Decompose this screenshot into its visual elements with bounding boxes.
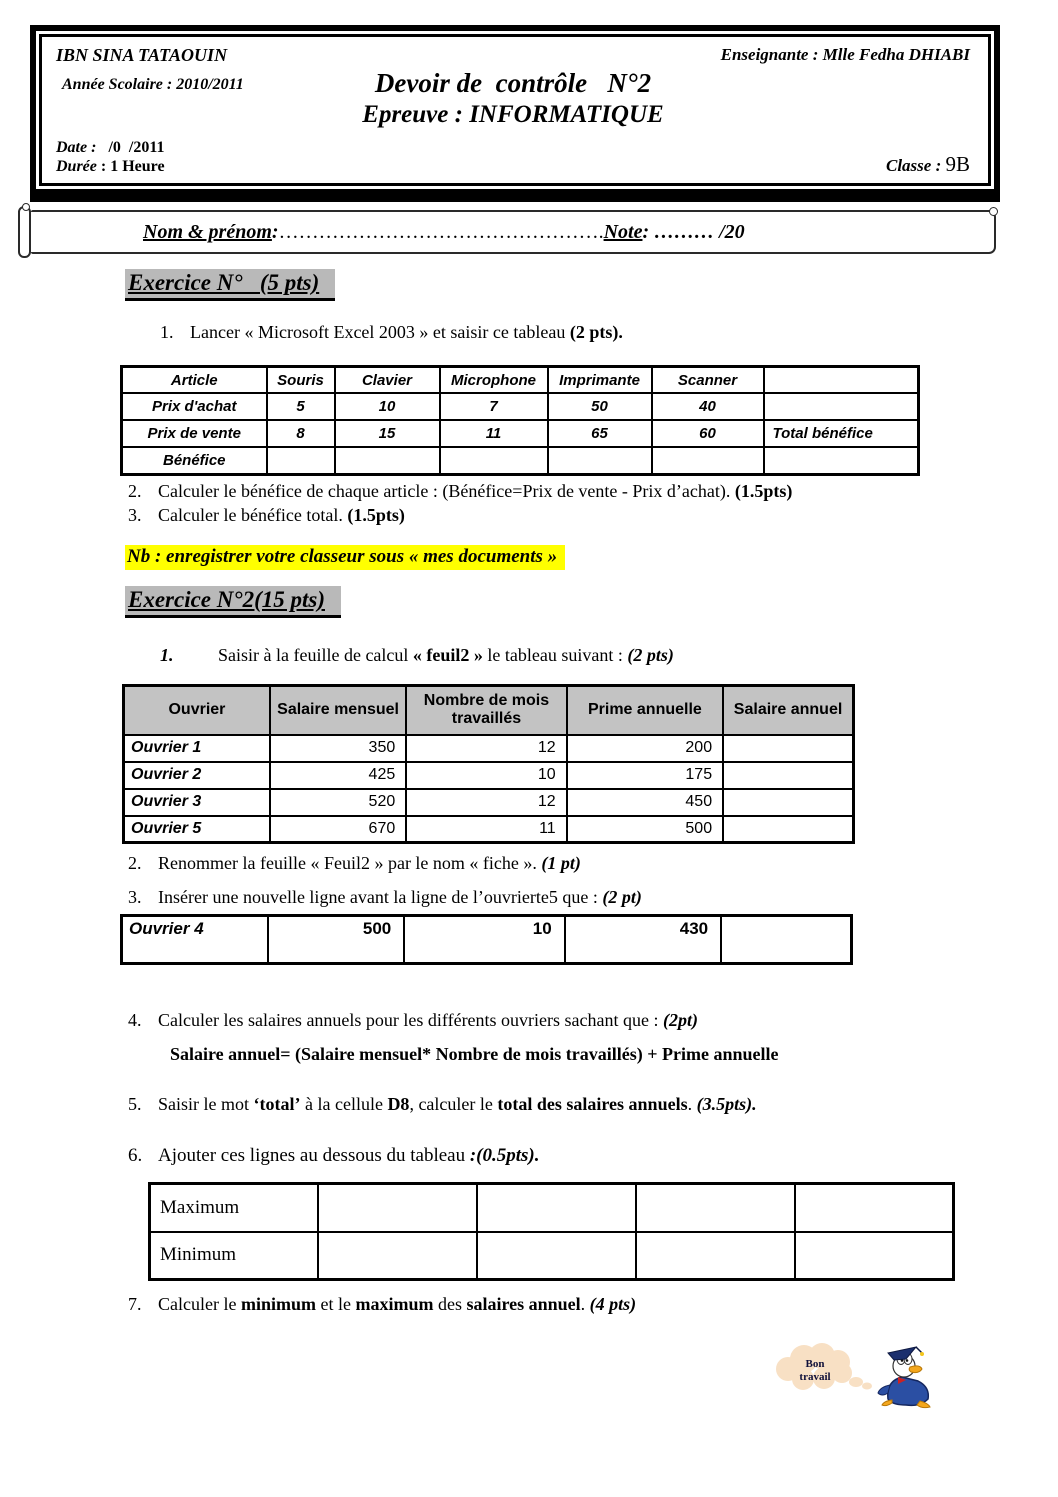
exam-header-inner [39,34,991,186]
table-row [122,366,919,393]
table-cell [652,447,764,474]
text-segment: Saisir à la feuille de calcul [218,645,413,666]
text-segment: . [598,220,604,243]
text-segment: (2 pt) [602,886,642,907]
text-segment: Calculer les salaires annuels pour les différents ouvriers sachant que : [158,1009,664,1030]
table-row [124,762,854,789]
table-cell: Minimum [150,1232,318,1280]
table-cell [723,735,853,762]
table-cell: 8 [267,420,335,447]
table-cell: Prix de vente [122,420,267,447]
item-text [190,322,623,342]
table-cell: Souris [267,366,335,393]
exercise1-item-1 [0,321,1058,345]
item-number: 3. [128,886,142,907]
exam-subject: Epreuve : INFORMATIQUE [362,101,664,128]
table-cell [548,447,652,474]
exercise2-item-4 [0,1009,1058,1033]
column-header: Nombre de mois travaillés [406,686,566,735]
table-cell [318,1184,477,1232]
text-segment: (2 pts). [569,322,623,342]
table-cell: 11 [406,816,566,843]
text-segment: :(0.5pts). [469,1145,540,1166]
text-segment: des [433,1294,467,1315]
date-label: Date : [56,139,97,156]
column-header: Salaire mensuel [270,686,406,735]
exam-class [886,152,970,177]
text-segment: (2pt) [663,1009,699,1030]
exercise2-item-3 [0,886,1058,910]
exercise2-title: Exercice N°2(15 pts) [125,586,341,618]
text-segment: Note [603,220,643,243]
item-number: 1. [160,322,174,342]
text-segment: (1.5pts) [347,504,405,525]
text-segment: ‘total’ [253,1094,301,1115]
table-cell: 200 [567,735,723,762]
item-text [218,645,674,665]
exercise2-item-7 [0,1293,1058,1317]
item-number: 6. [128,1145,143,1166]
item-number: 5. [128,1094,142,1115]
table-cell [636,1184,795,1232]
exercise2-item-2 [0,852,1058,876]
duration-label: Durée [56,158,97,175]
table-cell: 425 [270,762,406,789]
table-row [124,789,854,816]
table-row [124,816,854,843]
text-segment: (3.5pts). [696,1094,757,1115]
table-row [122,447,919,474]
text-segment: (2 pts) [627,645,674,666]
text-segment: le tableau suivant : [482,645,628,666]
school-year: Année Scolaire : 2010/2011 [62,76,244,93]
text-segment: . [687,1094,697,1115]
text-segment: Calculer le [158,1294,241,1315]
table-cell [636,1232,795,1280]
table-cell [723,816,853,843]
text-segment: minimum [240,1294,316,1315]
table-cell: Prix d'achat [122,393,267,420]
text-segment: . [580,1294,590,1315]
table-cell: 10 [406,762,566,789]
table-cell: 10 [335,393,440,420]
text-segment: Nom & prénom [143,220,272,243]
exam-title: Devoir de contrôle N°2 [374,68,652,98]
table-cell: 520 [270,789,406,816]
table-cell: Total bénéfice [764,420,919,447]
text-segment: Insérer une nouvelle ligne avant la ligne de l’ouvrierte5 que : [158,886,603,907]
table-cell: Microphone [440,366,548,393]
text-segment: (1.5pts) [734,480,793,501]
text-segment: Saisir le mot [158,1094,254,1115]
item-number: 3. [128,504,142,525]
item-text [158,1294,636,1314]
item-number: 4. [128,1009,142,1030]
item-text [158,1094,757,1114]
salary-formula: Salaire annuel= (Salaire mensuel* Nombre de mois travaillés) + Prime annuelle [170,1044,779,1065]
workers-table [122,684,855,844]
table-cell [764,447,919,474]
name-note-line [31,210,996,254]
exercise1-item-3 [0,504,1058,528]
item-text [158,853,581,873]
item-text [158,1145,540,1166]
item-number: 1. [160,645,174,666]
item-text [158,1010,698,1030]
table-cell: Ouvrier 1 [124,735,270,762]
table-cell: Scanner [652,366,764,393]
cloud-text-line2: travail [799,1371,831,1383]
cloud-text-line1: Bon [805,1358,825,1370]
table-cell [795,1184,954,1232]
item-number: 2. [128,480,142,501]
save-note: Nb : enregistrer votre classeur sous « mes documents » [125,545,565,570]
exercise1-title: Exercice N° (5 pts) [125,269,335,301]
exercise1-item-2 [0,480,1058,504]
table-cell: 12 [406,789,566,816]
graduate-duck-icon [878,1347,930,1408]
table-cell: 60 [652,420,764,447]
table-cell [795,1232,954,1280]
table-cell: Ouvrier 4 [122,915,268,963]
cartoon-graphic [770,1337,960,1417]
duration-value: : 1 Heure [96,158,165,175]
table-cell: 50 [548,393,652,420]
text-segment: (1 pt) [541,853,581,873]
item-text [158,481,792,501]
table-cell [477,1232,636,1280]
table-cell: Ouvrier 3 [124,789,270,816]
table-cell [764,366,919,393]
table-cell: Maximum [150,1184,318,1232]
text-segment: total des salaires annuels [497,1094,688,1115]
table-cell: 500 [567,816,723,843]
item-text [158,887,642,907]
table-cell: 430 [565,915,721,963]
table-cell: 65 [548,420,652,447]
date-value: /0 /2011 [96,139,165,156]
text-segment: : [271,220,279,243]
column-header: Salaire annuel [723,686,853,735]
table-cell [723,789,853,816]
column-header: Ouvrier [124,686,270,735]
table-cell: 450 [567,789,723,816]
school-name: IBN SINA TATAOUIN [56,45,228,65]
thought-cloud-icon [776,1343,872,1390]
name-note-banner [18,207,996,257]
text-segment: , calculer le [409,1094,498,1115]
column-header: Prime annuelle [567,686,723,735]
table-cell: 670 [270,816,406,843]
minmax-table [148,1182,955,1281]
text-segment: et le [315,1294,356,1315]
exam-header-box [30,25,1000,202]
table-cell: Bénéfice [122,447,267,474]
table-row [122,393,919,420]
table-cell [267,447,335,474]
table-cell: Article [122,366,267,393]
table-cell: 175 [567,762,723,789]
exercise2-item-6 [0,1143,1058,1168]
exercise2-item-1 [0,644,1058,668]
table-cell: 11 [440,420,548,447]
text-segment: Ajouter ces lignes au dessous du tableau [158,1145,470,1166]
table-cell: Imprimante [548,366,652,393]
table-cell: 350 [270,735,406,762]
text-segment: salaires annuel [466,1294,581,1315]
table-row [122,915,852,963]
text-segment: Lancer « Microsoft Excel 2003 » et saisir ce tableau [190,322,570,342]
table-cell: 15 [335,420,440,447]
table-row [150,1184,954,1232]
table-cell: 40 [652,393,764,420]
table-cell [335,447,440,474]
item-number: 7. [128,1294,142,1315]
scroll-roll-icon [18,206,31,258]
table-cell [318,1232,477,1280]
articles-table [120,365,920,476]
worker4-table [120,914,853,965]
table-cell [440,447,548,474]
text-segment: à la cellule [300,1094,388,1115]
item-text [158,505,405,525]
class-value: 9B [945,152,970,176]
table-row [124,735,854,762]
table-cell [723,762,853,789]
text-segment: « feuil2 » [412,645,483,666]
table-cell: 7 [440,393,548,420]
text-segment: Calculer le bénéfice total. [158,504,348,525]
table-row [150,1232,954,1280]
table-row [122,420,919,447]
table-cell: 10 [404,915,564,963]
text-segment: D8 [387,1094,410,1115]
table-cell [477,1184,636,1232]
table-cell: Ouvrier 2 [124,762,270,789]
text-segment: maximum [355,1294,434,1315]
bon-travail-cartoon [770,1337,960,1417]
text-segment: : ……… /20 [642,220,745,243]
exercise2-item-5 [0,1093,1058,1117]
exam-duration [56,158,165,176]
text-segment: Renommer la feuille « Feuil2 » par le nom « fiche ». [158,853,542,873]
teacher-name: Enseignante : Mlle Fedha DHIABI [720,45,970,64]
text-segment: ………………………………………… [278,220,599,243]
table-cell: Clavier [335,366,440,393]
text-segment: Calculer le bénéfice de chaque article : (Bénéfice=Prix de vente - Prix d’achat). [158,480,735,501]
table-cell: 500 [268,915,404,963]
table-cell [764,393,919,420]
table-cell [721,915,851,963]
table-cell: 5 [267,393,335,420]
table-cell: Ouvrier 5 [124,816,270,843]
table-cell: 12 [406,735,566,762]
table-header-row [124,686,854,735]
item-number: 2. [128,853,142,873]
class-label: Classe : [885,156,942,175]
text-segment: (4 pts) [589,1294,637,1315]
